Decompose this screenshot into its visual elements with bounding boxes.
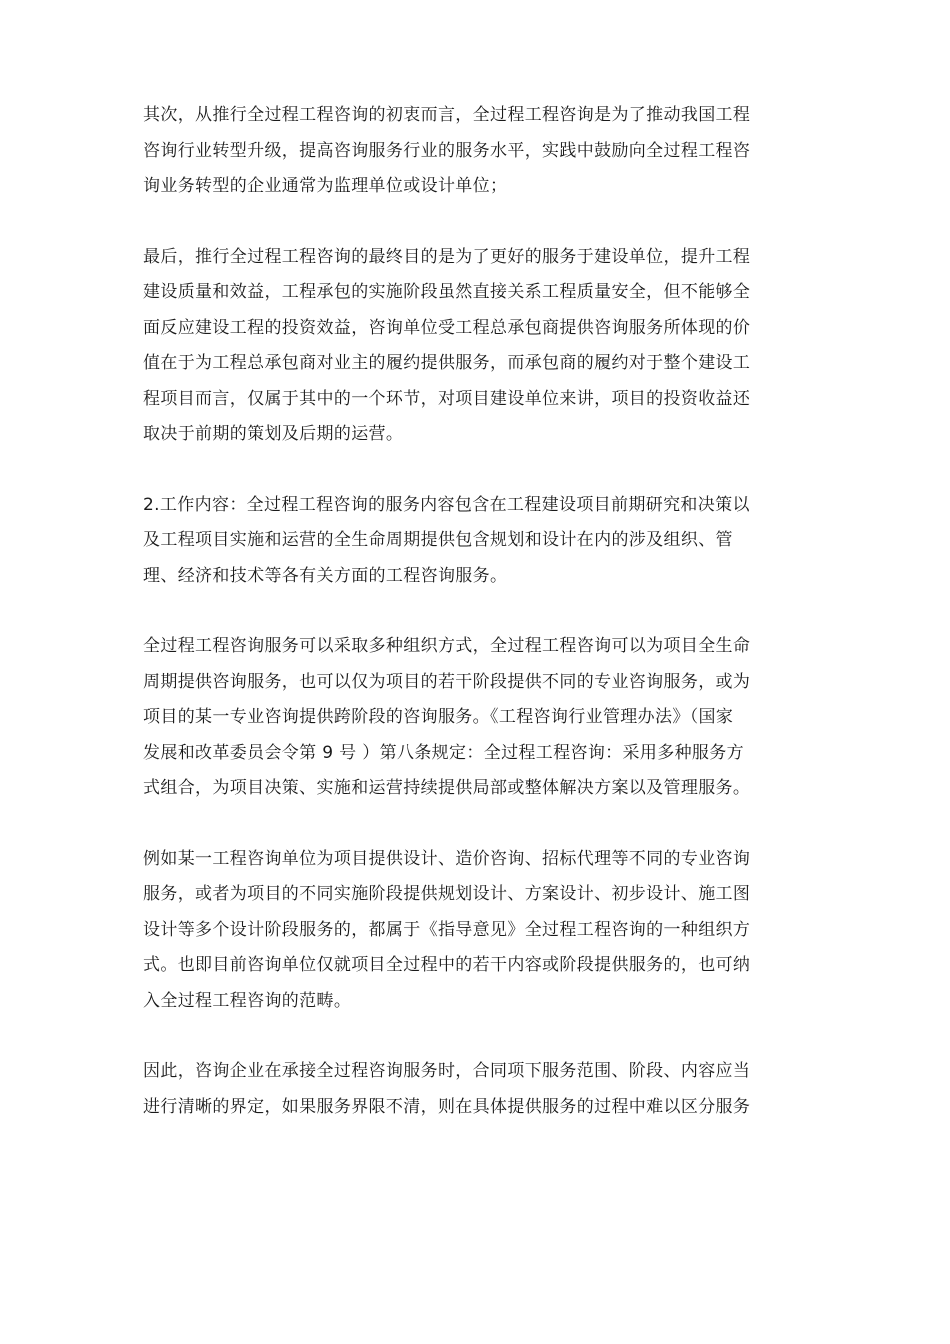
paragraph-2: 最后，推行全过程工程咨询的最终目的是为了更好的服务于建设单位，提升工程 建设质量和效益，工程承包的实施阶段虽然直接关系工程质量安全，但不能够全 面反应建设工程的投资效益，咨询单位受工程总承包商提供咨询服务所体现的价 值在于为工程总承包商对业主的履约提供服务，而承包商的履约对于整个建设工 程项目而言，仅属于其中的一个环节，对项目建设单位来讲，项目的投资收益还 取决于前期的策划及后期的运营。	[143, 246, 751, 444]
paragraph-3: 2.工作内容：全过程工程咨询的服务内容包含在工程建设项目前期研究和决策以 及工程项目实施和运营的全生命周期提供包含规划和设计在内的涉及组织、管 理、经济和技术等各有关方面的工程咨询服务。	[143, 494, 750, 586]
paragraph-1: 其次，从推行全过程工程咨询的初衷而言，全过程工程咨询是为了推动我国工程 咨询行业转型升级，提高咨询服务行业的服务水平，实践中鼓励向全过程工程咨 询业务转型的企业通常为监理单位或设计单位；	[143, 105, 751, 196]
paragraph-6: 因此，咨询企业在承接全过程咨询服务时，合同项下服务范围、阶段、内容应当 进行清晰的界定，如果服务界限不清，则在具体提供服务的过程中难以区分服务	[143, 1061, 751, 1117]
paragraph-4: 全过程工程咨询服务可以采取多种组织方式，全过程工程咨询可以为项目全生命 周期提供咨询服务，也可以仅为项目的若干阶段提供不同的专业咨询服务，或为 项目的某一专业咨询提供跨阶段的咨询服务。《工程咨询行业管理办法》（国家 发展和改革委员会令第 9 号 ）第八条规定：全过程工程咨询：采用多种服务方 式组合，为项目决策、实施和运营持续提供局部或整体解决方案以及管理服务。	[143, 636, 751, 798]
paragraph-5: 例如某一工程咨询单位为项目提供设计、造价咨询、招标代理等不同的专业咨询 服务，或者为项目的不同实施阶段提供规划设计、方案设计、初步设计、施工图 设计等多个设计阶段服务的，都属于《指导意见》全过程工程咨询的一种组织方 式。也即目前咨询单位仅就项目全过程中的若干内容或阶段提供服务的，也可纳 入全过程工程咨询的范畴。	[143, 848, 751, 1011]
document-body	[143, 98, 809, 1160]
